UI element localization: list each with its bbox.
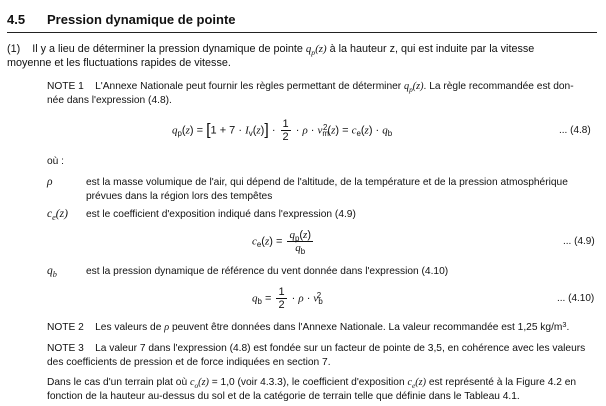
note2: NOTE 2 Les valeurs de ρ peuvent être données dans l'Annexe Nationale. La valeur recommandée est 1,25 $kg/m^3$. (47, 319, 570, 333)
note3-line1 (47, 343, 585, 354)
ce-definition: est le coefficient d'exposition indiqué dans l'expression (4.9) (86, 209, 356, 220)
section-number: 4.5 (7, 12, 26, 27)
note1-text-a: L'Annexe Nationale peut fournir les règles permettant de déterminer (95, 81, 405, 92)
final-symbol-ce: $c_e(z)$ (407, 377, 427, 390)
para1-line1 (7, 43, 534, 55)
final-text-c: est représenté à la Figure 4.2 en (426, 377, 577, 388)
para1-number: (1) (7, 43, 21, 55)
para1-text-a: Il y a lieu de déterminer la pression dynamique de pointe (32, 43, 306, 55)
note3-label: NOTE 3 (47, 343, 84, 354)
rho-symbol: ρ (47, 176, 53, 188)
ce-symbol: $c_e(z)$ (47, 208, 68, 222)
note1-line1 (47, 81, 574, 92)
section-title: Pression dynamique de pointe (47, 12, 236, 27)
equation-4-10-number: ... (4.10) (557, 293, 595, 304)
note1-symbol-qpz: $q_p(z)$ (404, 81, 424, 94)
note3-text: La valeur 7 dans l'expression (4.8) est fondée sur un facteur de pointe de 3,5, en cohérence avec les valeurs (95, 343, 586, 354)
equation-4-8-number: ... (4.8) (559, 125, 591, 136)
para1-text-b: à la hauteur z, qui est induite par la vitesse (326, 43, 535, 55)
rho-definition-line2: prévues dans la région lors des tempêtes (86, 191, 273, 202)
final-line1 (47, 377, 576, 388)
equation-4-9-number: ... (4.9) (563, 236, 595, 247)
where-label: où : (47, 156, 64, 167)
note1-text-b: . La règle recommandée est don- (423, 81, 574, 92)
qb-symbol: $q_b$ (47, 265, 57, 279)
final-symbol-co: $c_o(z)$ (189, 377, 209, 390)
equation-4-9: $c_e(z)$ = $\frac{q_p(z)}{q_b}$ (252, 229, 311, 256)
final-text-a: Dans le cas d'un terrain plat où (47, 377, 190, 388)
section-rule (7, 32, 597, 33)
note3-line2: des coefficients de pression et de force indiquées en section 7. (47, 357, 331, 368)
final-text-b: = 1,0 (voir 4.3.3), le coefficient d'exposition (208, 377, 408, 388)
qb-definition: est la pression dynamique de référence du vent donnée dans l'expression (4.10) (86, 266, 449, 277)
note2-rho: ρ (164, 322, 170, 333)
rho-definition-line1: est la masse volumique de l'air, qui dépend de l'altitude, de la température et de la pression atmosphérique (86, 177, 568, 188)
note2-text-c: . (566, 322, 570, 333)
note1-line2: née dans l'expression (4.8). (47, 95, 172, 106)
equation-4-8: $q_p(z) = [1 + 7 \cdot I_v(z)]$ · $\frac{1}{2}$ · $\rho \cdot v_m^2(z) = c_e(z) \cdot q_b$ (172, 118, 393, 143)
equation-4-10: $q_b$ = $\frac{1}{2}$ · $\rho \cdot v_b^2$ (252, 286, 323, 311)
note2-text-b: peuvent être données dans l'Annexe Nationale. La valeur recommandée est 1,25 kg/m (169, 322, 563, 333)
final-line2: fonction de la hauteur au-dessus du sol et de la catégorie de terrain telle que définie dans le Tableau 4.1. (47, 391, 520, 402)
note1-label: NOTE 1 (47, 81, 84, 92)
para1-symbol-qpz: $q_p(z)$ (305, 43, 327, 57)
note2-label: NOTE 2 (47, 322, 84, 333)
note2-text-a: Les valeurs de (95, 322, 165, 333)
para1-line2: moyenne et les fluctuations rapides de vitesse. (7, 57, 231, 69)
